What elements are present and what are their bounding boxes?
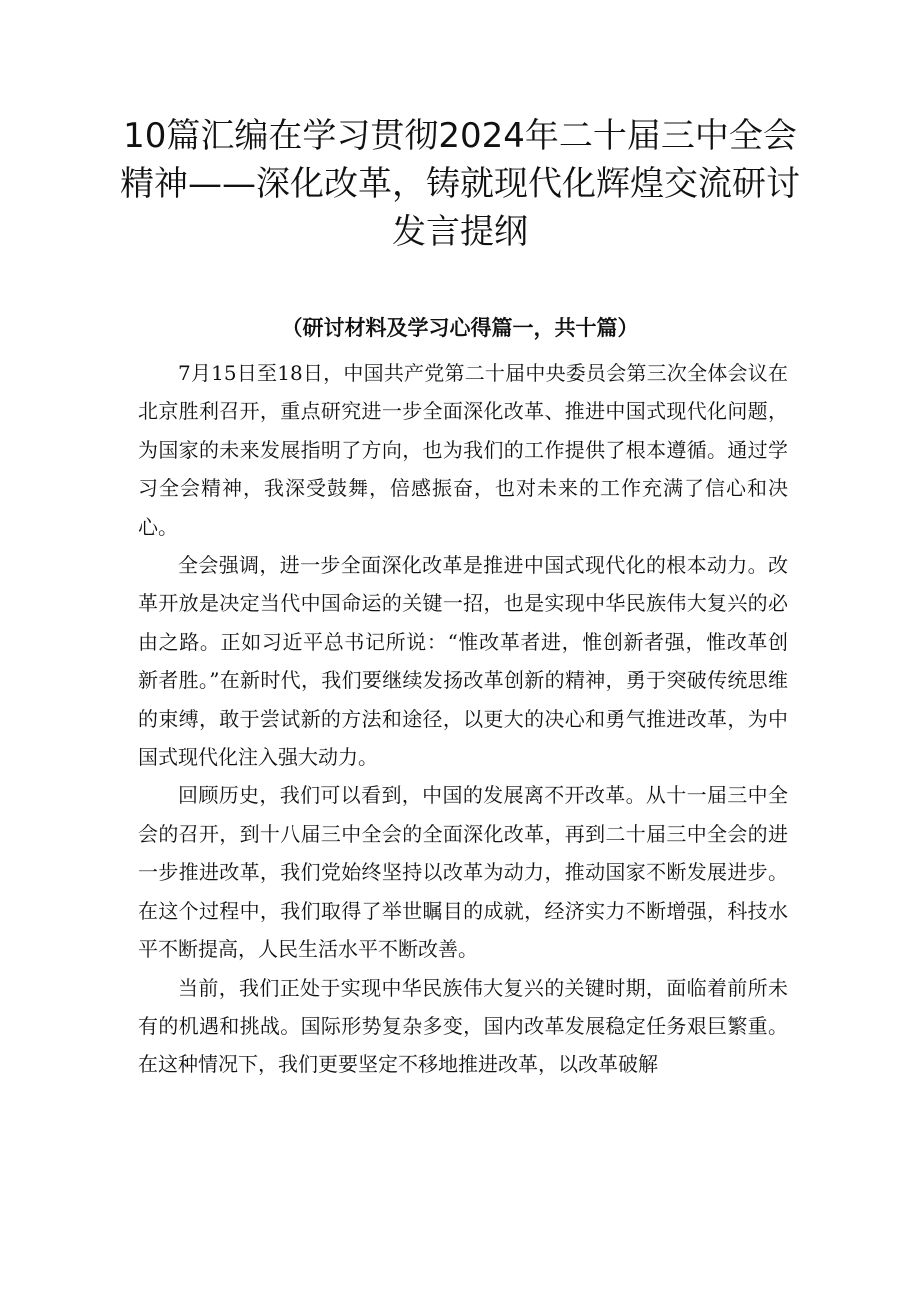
paragraph-3: 回顾历史，我们可以看到，中国的发展离不开改革。从十一届三中全会的召开，到十八届三中全会的全面深化改革，再到二十届三中全会的进一步推进改革，我们党始终坚持以改革为动力，推动国家不断发展进步。在这个过程中，我们取得了举世瞩目的成就，经济实力不断增强，科技水平不断提高，人民生活水平不断改善。 [138, 783, 788, 962]
document-body [138, 354, 788, 1084]
paragraph-4: 当前，我们正处于实现中华民族伟大复兴的关键时期，面临着前所未有的机遇和挑战。国际形势复杂多变，国内改革发展稳定任务艰巨繁重。在这种情况下，我们更要坚定不移地推进改革，以改革破解 [138, 975, 788, 1077]
document-subtitle: （研讨材料及学习心得篇一，共十篇） [281, 316, 639, 340]
document-title: 10篇汇编在学习贯彻2024年二十届三中全会精神——深化改革，铸就现代化辉煌交流研讨发言提纲 [120, 116, 800, 252]
paragraph-1: 7月15日至18日，中国共产党第二十届中央委员会第三次全体会议在北京胜利召开，重点研究进一步全面深化改革、推进中国式现代化问题，为国家的未来发展指明了方向，也为我们的工作提供了根本遵循。通过学习全会精神，我深受鼓舞，倍感振奋，也对未来的工作充满了信心和决心。 [138, 361, 788, 539]
paragraph-2: 全会强调，进一步全面深化改革是推进中国式现代化的根本动力。改革开放是决定当代中国命运的关键一招，也是实现中华民族伟大复兴的必由之路。正如习近平总书记所说：“惟改革者进，惟创新者强，惟改革创新者胜。”在新时代，我们要继续发扬改革创新的精神，勇于突破传统思维的束缚，敢于尝试新的方法和途径，以更大的决心和勇气推进改革，为中国式现代化注入强大动力。 [138, 553, 788, 770]
